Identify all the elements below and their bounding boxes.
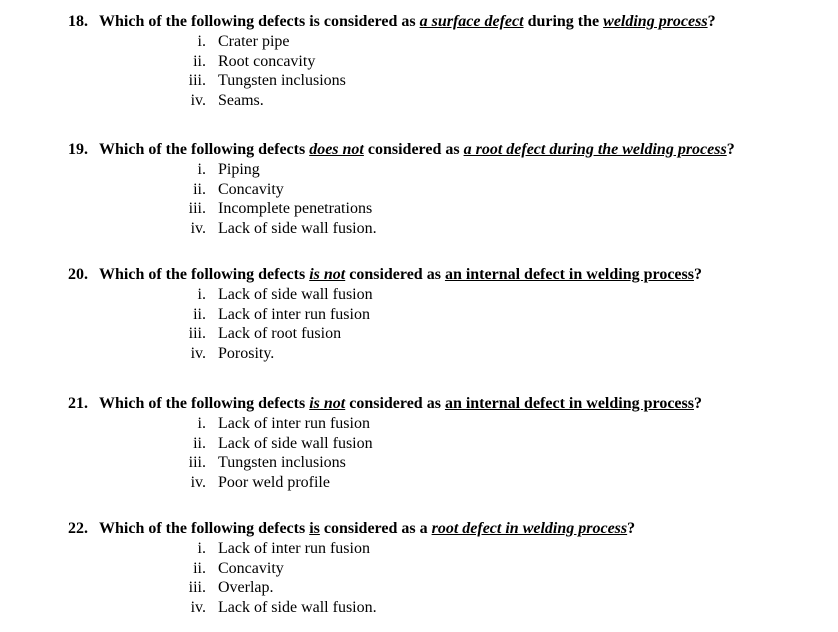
option-numeral: iv.	[190, 473, 206, 491]
option-numeral: iv.	[190, 344, 206, 362]
option-numeral: iii.	[188, 579, 206, 596]
option-text: Lack of inter run fusion	[218, 415, 370, 432]
option-text: Concavity	[218, 180, 284, 198]
option-numeral: iii.	[188, 72, 206, 89]
question-emphasis: is	[309, 520, 320, 537]
option-numeral: iii.	[188, 200, 206, 217]
question-text: Which of the following defects is considered as	[99, 13, 420, 30]
option-numeral: ii.	[193, 434, 206, 452]
option-numeral: i.	[197, 540, 206, 557]
question-text: ?	[693, 395, 702, 412]
option-text: Incomplete penetrations	[218, 200, 373, 217]
option-numeral: i.	[197, 415, 206, 432]
question-text: Which of the following defects	[99, 141, 310, 158]
option-numeral: ii.	[193, 305, 206, 323]
option-text: Root concavity	[218, 52, 316, 70]
option-text: Piping	[218, 161, 260, 178]
question-title	[68, 12, 716, 32]
option-text: Tungsten inclusions	[218, 72, 346, 89]
question-number: 20.	[68, 266, 88, 283]
question-title	[68, 265, 702, 285]
question-number: 21.	[68, 395, 88, 412]
question-emphasis: an internal defect in welding process	[444, 266, 694, 283]
question-title	[68, 519, 635, 539]
question-number: 18.	[68, 13, 88, 30]
option-text: Lack of side wall fusion	[218, 434, 373, 452]
question-text: during the	[523, 13, 604, 30]
question-emphasis: an internal defect in welding process	[444, 395, 694, 412]
question-text: considered as	[363, 141, 464, 158]
option-text: Tungsten inclusions	[218, 454, 346, 471]
option-numeral: i.	[197, 33, 206, 50]
option-text: Crater pipe	[218, 33, 290, 50]
question-text: considered as	[345, 395, 445, 412]
question-emphasis: is not	[309, 395, 346, 412]
option-numeral: ii.	[193, 52, 206, 70]
option-numeral: iii.	[188, 325, 206, 342]
option-text: Concavity	[218, 559, 284, 577]
question-text: Which of the following defects	[99, 266, 310, 283]
question-emphasis: root defect in welding process	[431, 520, 628, 537]
option-numeral: iv.	[190, 91, 206, 109]
question-text: ?	[627, 520, 636, 537]
option-text: Lack of inter run fusion	[218, 540, 370, 557]
question-text: Which of the following defects	[99, 520, 310, 537]
question-text: considered as	[345, 266, 445, 283]
option-numeral: iii.	[188, 454, 206, 471]
question-text: ?	[693, 266, 702, 283]
option-numeral: iv.	[190, 598, 206, 616]
option-numeral: iv.	[190, 219, 206, 237]
option-text: Lack of side wall fusion.	[218, 219, 377, 237]
option-text: Lack of inter run fusion	[218, 305, 370, 323]
question-title	[68, 140, 735, 160]
option-text: Porosity.	[218, 344, 275, 362]
question-emphasis: does not	[309, 141, 364, 158]
question-emphasis: welding process	[603, 13, 708, 30]
question-text: Which of the following defects	[99, 395, 310, 412]
question-number: 19.	[68, 141, 88, 158]
question-title	[68, 394, 702, 414]
question-text: ?	[726, 141, 735, 158]
option-text: Lack of root fusion	[218, 325, 342, 342]
question-emphasis: is not	[309, 266, 346, 283]
option-numeral: ii.	[193, 180, 206, 198]
option-text: Lack of side wall fusion.	[218, 598, 377, 616]
option-text: Lack of side wall fusion	[218, 286, 373, 303]
option-text: Seams.	[218, 91, 264, 109]
question-number: 22.	[68, 520, 88, 537]
question-text: considered as a	[319, 520, 432, 537]
option-numeral: ii.	[193, 559, 206, 577]
option-text: Poor weld profile	[218, 473, 330, 491]
question-text: ?	[707, 13, 716, 30]
question-emphasis: a surface defect	[419, 13, 524, 30]
option-numeral: i.	[197, 161, 206, 178]
option-text: Overlap.	[218, 579, 274, 596]
option-numeral: i.	[197, 286, 206, 303]
question-emphasis: a root defect during the welding process	[463, 141, 727, 158]
